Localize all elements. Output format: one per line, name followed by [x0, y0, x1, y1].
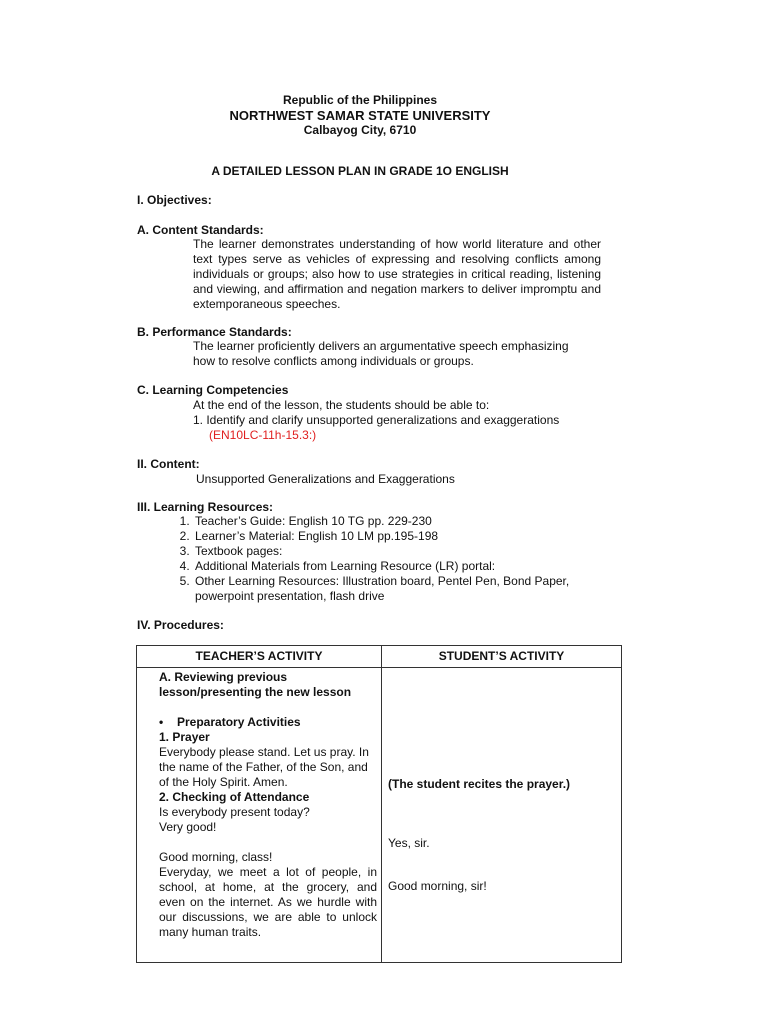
performance-standards-heading: B. Performance Standards: — [137, 325, 292, 339]
resources-heading: III. Learning Resources: — [137, 500, 274, 514]
procedures-heading: IV. Procedures: — [137, 618, 224, 632]
student-activity-header: STUDENT’S ACTIVITY — [382, 646, 622, 668]
resource-item: 2. Learner’s Material: English 10 LM pp.195-198 — [193, 529, 585, 544]
prayer-heading: 1. Prayer — [159, 730, 210, 744]
student-activity-cell — [382, 668, 622, 963]
document-title: A DETAILED LESSON PLAN IN GRADE 1O ENGLISH — [211, 164, 509, 178]
teacher-activity-cell — [137, 668, 382, 963]
preparatory-activities-label: Preparatory Activities — [177, 715, 301, 729]
everyday-text: Everyday, we meet a lot of people, in school, at home, at the grocery, and even on the internet. As we hurdle with our discussions, we are able to unlock many human traits. — [159, 865, 377, 939]
competencies-intro: At the end of the lesson, the students should be able to: — [193, 398, 490, 412]
republic-line: Republic of the Philippines — [282, 93, 437, 107]
document-header — [0, 93, 720, 138]
content-standards-heading: A. Content Standards: — [137, 223, 264, 237]
bullet-icon: • — [159, 715, 164, 729]
objectives-heading: I. Objectives: — [137, 193, 212, 207]
teacher-activity-header: TEACHER’S ACTIVITY — [137, 646, 382, 668]
competency-code: (EN10LC-11h-15.3:) — [209, 428, 317, 442]
city-line: Calbayog City, 6710 — [303, 123, 417, 137]
preparatory-activities — [159, 715, 377, 730]
resources-list-wrap — [175, 514, 585, 604]
resources-list — [175, 514, 585, 604]
very-good-text: Very good! — [159, 820, 217, 834]
table-row — [137, 668, 622, 963]
student-greeting-response: Good morning, sir! — [388, 879, 487, 893]
prayer-text: Everybody please stand. Let us pray. In the name of the Father, of the Son, and of the Holy Spirit. Amen. — [159, 745, 369, 789]
resource-item: 1. Teacher’s Guide: English 10 TG pp. 229-230 — [193, 514, 585, 529]
attendance-question: Is everybody present today? — [159, 805, 310, 819]
learning-competencies-heading: C. Learning Competencies — [137, 383, 289, 397]
performance-standards-text: The learner proficiently delivers an argumentative speech emphasizing how to resolve conflicts among individuals or groups. — [193, 339, 569, 368]
content-text: Unsupported Generalizations and Exaggerations — [196, 472, 455, 486]
attendance-heading: 2. Checking of Attendance — [159, 790, 310, 804]
student-prayer-response: (The student recites the prayer.) — [388, 777, 571, 791]
competency-item: 1. Identify and clarify unsupported generalizations and exaggerations — [193, 413, 560, 427]
content-standards-text: The learner demonstrates understanding of how world literature and other text types serve as vehicles of expressing and resolving conflicts among individuals or groups; also how to use strategies in critical reading, listening and viewing, and affirmation and negation markers to deliver impromptu and extemporaneous speeches. — [193, 237, 601, 311]
procedures-table — [136, 645, 622, 963]
university-name: NORTHWEST SAMAR STATE UNIVERSITY — [229, 108, 491, 123]
resource-item: 3. Textbook pages: — [193, 544, 585, 559]
student-yes-response: Yes, sir. — [388, 836, 430, 850]
resource-item: 5. Other Learning Resources: Illustration board, Pentel Pen, Bond Paper, powerpoint presentation, flash drive — [193, 574, 585, 604]
table-header-row — [137, 646, 622, 668]
greeting-text: Good morning, class! — [159, 850, 273, 864]
content-heading: II. Content: — [137, 457, 200, 471]
resource-item: 4. Additional Materials from Learning Resource (LR) portal: — [193, 559, 585, 574]
review-heading: A. Reviewing previous lesson/presenting the new lesson — [159, 670, 352, 699]
